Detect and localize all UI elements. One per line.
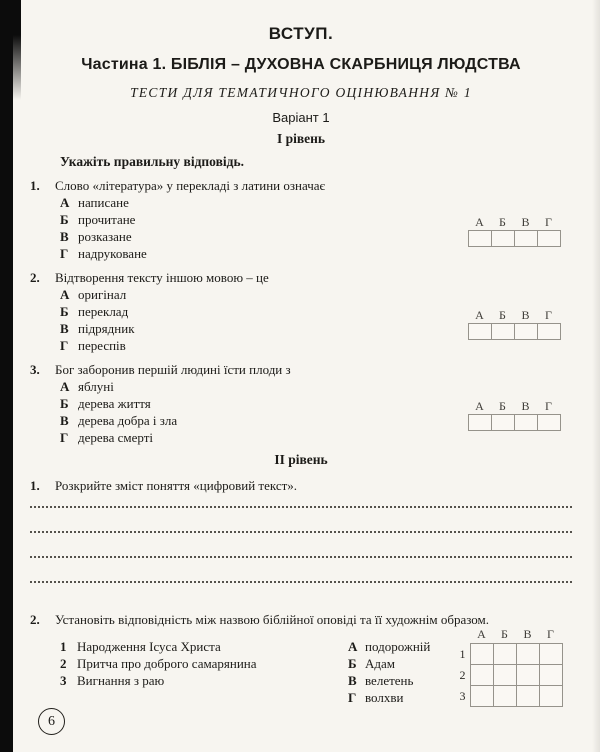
tests-subtitle: ТЕСТИ ДЛЯ ТЕМАТИЧНОГО ОЦІНЮВАННЯ № 1 xyxy=(130,85,472,100)
grid-header-letter: Б xyxy=(499,308,506,322)
match-grid-header xyxy=(470,627,563,643)
answer-grid-header xyxy=(468,215,561,230)
grid-header-letter: В xyxy=(521,215,530,229)
match-cell[interactable] xyxy=(470,664,494,686)
match-cell[interactable] xyxy=(516,685,540,707)
question-number: 1. xyxy=(30,478,40,493)
page-content xyxy=(30,12,572,706)
grid-header-letter: В xyxy=(521,308,530,322)
option-letter: Г xyxy=(60,430,69,445)
match-item-text: Притча про доброго самарянина xyxy=(77,656,257,671)
answer-cell[interactable] xyxy=(537,230,561,247)
match-item xyxy=(60,655,348,672)
option-text: дерева смерті xyxy=(78,430,154,445)
option-text: написане xyxy=(78,195,129,210)
grid-row-label: 1 xyxy=(459,647,466,661)
grid-header-letter: Г xyxy=(545,215,552,229)
grid-header-letter: Б xyxy=(501,627,508,641)
match-grid-row-1 xyxy=(455,643,563,665)
grid-header-letter: А xyxy=(475,308,484,322)
question-text: Бог заборонив першій людині їсти плоди з xyxy=(55,362,291,377)
match-cell[interactable] xyxy=(539,643,563,665)
variant-label: Варіант 1 xyxy=(272,110,330,125)
option-letter: А xyxy=(60,195,70,210)
answer-cell[interactable] xyxy=(537,323,561,340)
match-cell[interactable] xyxy=(539,685,563,707)
match-cell[interactable] xyxy=(493,685,517,707)
answer-grid-q1 xyxy=(468,215,561,247)
page-title: ВСТУП. xyxy=(268,24,334,43)
match-item-number: 3 xyxy=(60,673,67,688)
option-a xyxy=(60,194,572,211)
page-number-badge xyxy=(38,708,65,735)
match-cell[interactable] xyxy=(493,664,517,686)
scan-edge-left xyxy=(0,0,13,752)
option-text: прочитане xyxy=(78,212,136,227)
grid-header-letter: В xyxy=(523,627,532,641)
option-letter: В xyxy=(60,321,69,336)
level2-question-1-line xyxy=(30,477,572,494)
answer-line[interactable] xyxy=(30,508,572,533)
answer-cell[interactable] xyxy=(468,230,492,247)
option-letter: Г xyxy=(60,338,69,353)
question-number: 3. xyxy=(30,362,40,377)
answer-cell[interactable] xyxy=(468,414,492,431)
answer-cell[interactable] xyxy=(491,323,515,340)
grid-header-letter: А xyxy=(477,627,486,641)
answer-lines xyxy=(30,496,572,583)
match-option-text: велетень xyxy=(365,673,414,688)
answer-cell[interactable] xyxy=(491,230,515,247)
answer-cell[interactable] xyxy=(514,414,538,431)
match-option-letter: Б xyxy=(348,656,357,671)
match-answer-grid xyxy=(455,627,563,707)
answer-grid-cells xyxy=(468,230,561,247)
answer-cell[interactable] xyxy=(514,323,538,340)
question-3-line xyxy=(30,361,572,378)
match-item xyxy=(60,638,348,655)
option-g xyxy=(60,245,572,262)
answer-grid-q3 xyxy=(468,399,561,431)
match-item-text: Вигнання з раю xyxy=(77,673,165,688)
option-letter: Г xyxy=(60,246,69,261)
grid-row-label: 2 xyxy=(459,668,466,682)
part-title: Частина 1. БІБЛІЯ – ДУХОВНА СКАРБНИЦЯ ЛЮДСТВА xyxy=(81,56,521,73)
match-option-text: Адам xyxy=(365,656,395,671)
match-left-column xyxy=(60,638,348,706)
answer-grid-q2 xyxy=(468,308,561,340)
match-cell[interactable] xyxy=(539,664,563,686)
grid-row-label: 3 xyxy=(459,689,466,703)
match-cell[interactable] xyxy=(516,643,540,665)
level2-question-2-line xyxy=(30,611,572,628)
option-g xyxy=(60,429,572,446)
question-text: Розкрийте зміст поняття «цифровий текст». xyxy=(55,478,298,493)
match-option-text: волхви xyxy=(365,690,404,705)
match-cell[interactable] xyxy=(493,643,517,665)
option-text: розказане xyxy=(78,229,132,244)
option-text: яблуні xyxy=(78,379,114,394)
level2-question-1 xyxy=(30,477,572,583)
match-cell[interactable] xyxy=(470,643,494,665)
question-text: Слово «література» у перекладі з латини означає xyxy=(55,178,326,193)
question-number: 2. xyxy=(30,612,40,627)
match-item xyxy=(60,672,348,689)
answer-line[interactable] xyxy=(30,558,572,583)
question-number: 2. xyxy=(30,270,40,285)
option-text: переспів xyxy=(78,338,126,353)
option-letter: В xyxy=(60,229,69,244)
question-text: Відтворення тексту іншою мовою – це xyxy=(55,270,269,285)
option-letter: Б xyxy=(60,212,69,227)
option-letter: А xyxy=(60,287,70,302)
option-letter: А xyxy=(60,379,70,394)
level1-instruction: Укажіть правильну відповідь. xyxy=(60,154,244,169)
match-option-letter: А xyxy=(348,639,358,654)
match-cell[interactable] xyxy=(470,685,494,707)
answer-grid-header xyxy=(468,308,561,323)
match-item-number: 1 xyxy=(60,639,67,654)
question-text: Установіть відповідність між назвою біблійної оповіді та її художнім образом. xyxy=(55,612,490,627)
answer-cell[interactable] xyxy=(514,230,538,247)
grid-header-letter: Г xyxy=(545,308,552,322)
option-text: дерева добра і зла xyxy=(78,413,178,428)
question-2-line xyxy=(30,269,572,286)
grid-header-letter: Г xyxy=(547,627,554,641)
answer-cell[interactable] xyxy=(537,414,561,431)
option-text: переклад xyxy=(78,304,129,319)
option-letter: Б xyxy=(60,304,69,319)
scan-edge-right-shade xyxy=(592,0,600,752)
answer-line[interactable] xyxy=(30,496,572,508)
match-item-number: 2 xyxy=(60,656,67,671)
answer-grid-header xyxy=(468,399,561,414)
match-grid-row-3 xyxy=(455,685,563,707)
match-item-text: Народження Ісуса Христа xyxy=(77,639,221,654)
scan-edge-top-wedge xyxy=(13,0,21,100)
question-number: 1. xyxy=(30,178,40,193)
match-option-letter: Г xyxy=(348,690,357,705)
grid-header-letter: Б xyxy=(499,215,506,229)
page-number: 6 xyxy=(48,713,55,729)
grid-header-letter: В xyxy=(521,399,530,413)
option-text: дерева життя xyxy=(78,396,151,411)
match-grid-row-2 xyxy=(455,664,563,686)
answer-cell[interactable] xyxy=(468,323,492,340)
grid-header-letter: Б xyxy=(499,399,506,413)
grid-header-letter: А xyxy=(475,399,484,413)
level1-heading: І рівень xyxy=(276,131,326,146)
match-option-letter: В xyxy=(348,673,357,688)
answer-line[interactable] xyxy=(30,533,572,558)
option-text: надруковане xyxy=(78,246,147,261)
answer-grid-cells xyxy=(468,323,561,340)
option-a xyxy=(60,378,572,395)
grid-header-letter: А xyxy=(475,215,484,229)
option-text: підрядник xyxy=(78,321,135,336)
match-option-text: подорожній xyxy=(365,639,431,654)
answer-cell[interactable] xyxy=(491,414,515,431)
match-cell[interactable] xyxy=(516,664,540,686)
option-a xyxy=(60,286,572,303)
answer-grid-cells xyxy=(468,414,561,431)
question-1-line xyxy=(30,177,572,194)
option-text: оригінал xyxy=(78,287,127,302)
grid-header-letter: Г xyxy=(545,399,552,413)
option-letter: Б xyxy=(60,396,69,411)
level2-heading: ІІ рівень xyxy=(274,452,328,467)
option-letter: В xyxy=(60,413,69,428)
